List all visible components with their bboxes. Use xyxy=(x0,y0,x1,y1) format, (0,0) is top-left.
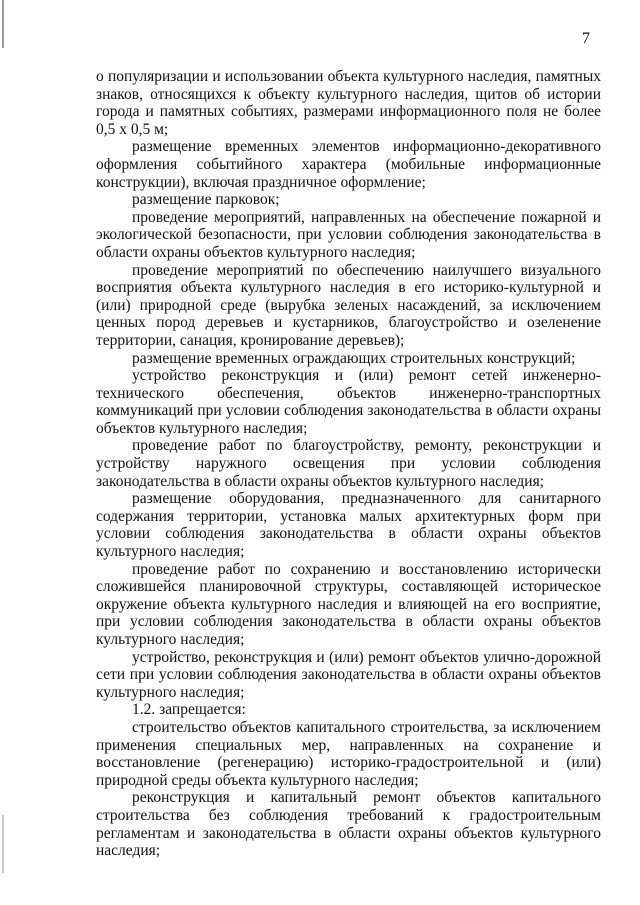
paragraph: о популяризации и использовании объекта культурного наследия, памятных знаков, относящихся к объекту культурного наследия, щитов об истории города и памятных событиях, размерами информационного поля не более 0,5 х 0,5 м; xyxy=(96,68,601,138)
paragraph: проведение работ по сохранению и восстановлению исторически сложившейся планировочной структуры, составляющей историческое окружение объекта культурного наследия и влияющей на его восприятие, при условии соблюдения законодательства в области охраны объектов культурного наследия; xyxy=(96,560,601,648)
document-body xyxy=(96,68,601,860)
scan-edge-mark-top xyxy=(2,0,4,48)
paragraph: устройство, реконструкция и (или) ремонт объектов улично-дорожной сети при условии соблюдения законодательства в области охраны объектов культурного наследия; xyxy=(96,648,601,701)
paragraph: реконструкция и капитальный ремонт объектов капитального строительства без соблюдения требований к градостроительным регламентам и законодательства в области охраны объектов культурного наследия; xyxy=(96,789,601,860)
paragraph: устройство реконструкция и (или) ремонт сетей инженерно-технического обеспечения, объектов инженерно-транспортных коммуникаций при условии соблюдения законодательства в области охраны объектов культурного наследия; xyxy=(96,367,601,437)
paragraph: строительство объектов капитального строительства, за исключением применения специальных мер, направленных на сохранение и восстановление (регенерацию) историко-градостроительной и (или) природной среды объекта культурного наследия; xyxy=(96,718,601,789)
paragraph: размещение парковок; xyxy=(132,191,280,209)
paragraph: проведение мероприятий, направленных на обеспечение пожарной и экологической безопасности, при условии соблюдения законодательства в области охраны объектов культурного наследия; xyxy=(96,208,601,261)
paragraph: проведение мероприятий по обеспечению наилучшего визуального восприятия объекта культурного наследия в его историко-культурной и (или) природной среде (вырубка зеленых насаждений, за исключением ценных пород деревьев и кустарников, благоустройство и озеленение территории, санация, кронирование деревьев); xyxy=(96,261,601,349)
page-number: 7 xyxy=(582,30,590,47)
scan-edge-mark-bottom xyxy=(2,815,4,873)
paragraph: проведение работ по благоустройству, ремонту, реконструкции и устройству наружного освещения при условии соблюдения законодательства в области охраны объектов культурного наследия; xyxy=(96,437,601,490)
paragraph: размещение оборудования, предназначенного для санитарного содержания территории, установка малых архитектурных форм при условии соблюдения законодательства в области охраны объектов культурного наследия; xyxy=(96,490,601,561)
paragraph: 1.2. запрещается: xyxy=(132,701,246,719)
paragraph: размещение временных элементов информационно-декоративного оформления событийного характера (мобильные информационные конструкции), включая праздничное оформление; xyxy=(96,138,601,191)
paragraph: размещение временных ограждающих строительных конструкций; xyxy=(132,349,576,367)
